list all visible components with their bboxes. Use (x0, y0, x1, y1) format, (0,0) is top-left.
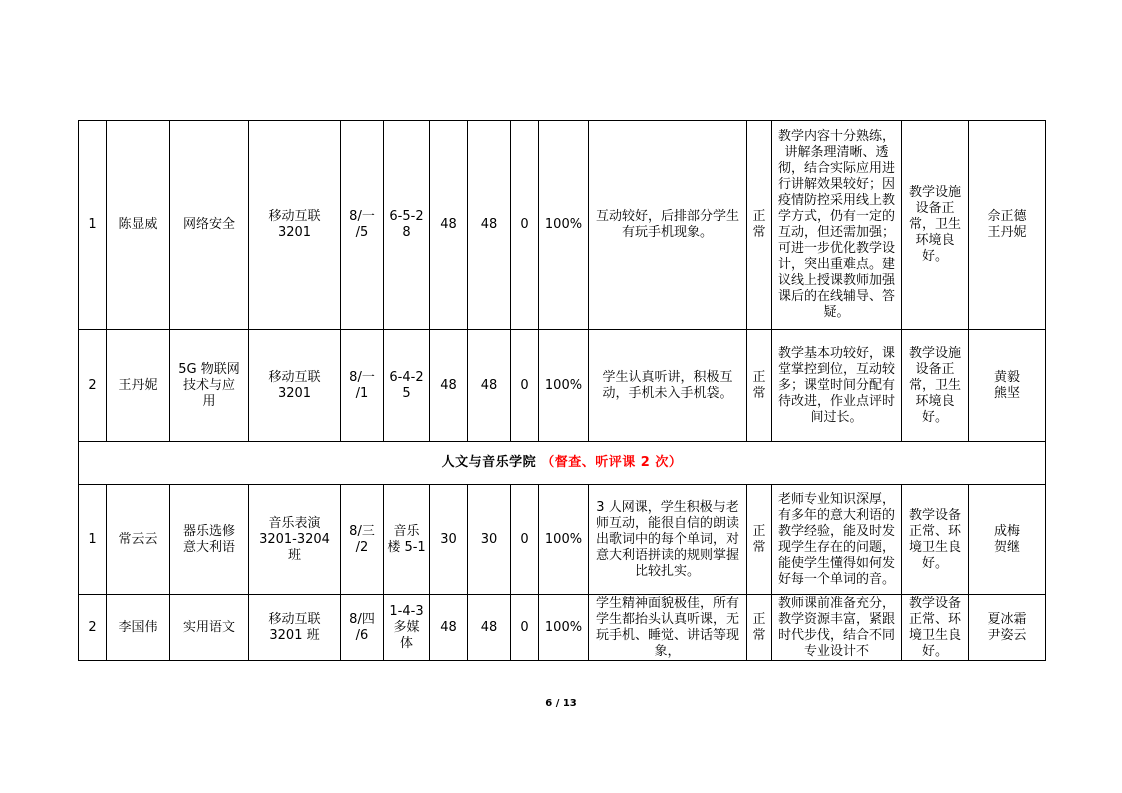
order-status: 正 常 (747, 485, 772, 595)
student-status: 3 人网课，学生积极与老师互动，能很自信的朗读出歌词中的每个单词，对意大利语拼读的规则掌握比较扎实。 (589, 485, 747, 595)
equipment-status: 教学设施设备正常，卫生环境良好。 (902, 121, 969, 330)
course-name: 网络安全 (170, 121, 249, 330)
inspectors: 成梅 贺继 (969, 485, 1046, 595)
actual-count: 48 (468, 121, 511, 330)
teaching-evaluation: 教学基本功较好，课堂掌控到位，互动较多；课堂时间分配有待改进，作业点评时间过长。 (772, 330, 902, 442)
student-status (589, 595, 747, 661)
attendance-rate: 100% (539, 485, 589, 595)
section-title: 人文与音乐学院 (441, 455, 537, 470)
expected-count: 48 (430, 595, 468, 661)
order-status: 正 常 (747, 121, 772, 330)
location: 6-5-2 8 (384, 121, 430, 330)
section-header (79, 442, 1046, 485)
actual-count: 30 (468, 485, 511, 595)
course-name: 器乐选修 意大利语 (170, 485, 249, 595)
section-note: （督查、听评课 2 次） (541, 455, 683, 470)
week-day-period: 8/四 /6 (341, 595, 384, 661)
class-name: 移动互联 3201 班 (249, 595, 341, 661)
class-name: 移动互联 3201 (249, 121, 341, 330)
row-number: 2 (79, 595, 107, 661)
equipment-status: 教学设备正常、环境卫生良好。 (902, 485, 969, 595)
class-name: 音乐表演 3201-3204 班 (249, 485, 341, 595)
table-row (79, 595, 1046, 661)
teacher-name: 王丹妮 (107, 330, 170, 442)
location: 1-4-3 多媒 体 (384, 595, 430, 661)
location: 音乐 楼 5-1 (384, 485, 430, 595)
page-number: 6 / 13 (545, 698, 577, 709)
row-number: 1 (79, 121, 107, 330)
course-name: 5G 物联网 技术与应 用 (170, 330, 249, 442)
inspectors: 佘正德 王丹妮 (969, 121, 1046, 330)
teaching-evaluation: 老师专业知识深厚，有多年的意大利语的教学经验，能及时发现学生存在的问题，能使学生懂得如何发好每一个单词的音。 (772, 485, 902, 595)
teacher-name: 李国伟 (107, 595, 170, 661)
table-row (79, 330, 1046, 442)
week-day-period: 8/一 /5 (341, 121, 384, 330)
student-status: 学生认真听讲，积极互动，手机未入手机袋。 (589, 330, 747, 442)
absent-count: 0 (511, 485, 539, 595)
week-day-period: 8/一 /1 (341, 330, 384, 442)
order-status: 正 常 (747, 330, 772, 442)
equipment-status: 教学设备正常、环境卫生良好。 (902, 595, 969, 661)
row-number: 1 (79, 485, 107, 595)
attendance-rate: 100% (539, 330, 589, 442)
equipment-status: 教学设施设备正常，卫生环境良好。 (902, 330, 969, 442)
teacher-name: 常云云 (107, 485, 170, 595)
student-status: 互动较好，后排部分学生有玩手机现象。 (589, 121, 747, 330)
row-number: 2 (79, 330, 107, 442)
class-name: 移动互联 3201 (249, 330, 341, 442)
order-status: 正 常 (747, 595, 772, 661)
inspection-table (78, 120, 1046, 661)
absent-count: 0 (511, 121, 539, 330)
course-name: 实用语文 (170, 595, 249, 661)
student-status-text: 学生精神面貌极佳，所有学生都抬头认真听课，无玩手机、睡觉、讲话等现象， (595, 595, 739, 659)
actual-count: 48 (468, 330, 511, 442)
teacher-name: 陈显威 (107, 121, 170, 330)
teaching-evaluation-text: 教师课前准备充分，教学资源丰富，紧跟时代步伐，结合不同专业设计不 (777, 595, 895, 659)
table-row (79, 485, 1046, 595)
absent-count: 0 (511, 330, 539, 442)
actual-count: 48 (468, 595, 511, 661)
location: 6-4-2 5 (384, 330, 430, 442)
teaching-evaluation: 教学内容十分熟练，讲解条理清晰、透彻，结合实际应用进行讲解效果较好；因疫情防控采用线上教学方式，仍有一定的互动，但还需加强；可进一步优化教学设计，突出重难点。建议线上授课教师加强课后的在线辅导、答疑。 (772, 121, 902, 330)
table-row (79, 121, 1046, 330)
teaching-evaluation (772, 595, 902, 661)
inspectors: 黄毅 熊坚 (969, 330, 1046, 442)
absent-count: 0 (511, 595, 539, 661)
expected-count: 48 (430, 330, 468, 442)
expected-count: 48 (430, 121, 468, 330)
inspectors: 夏冰霜 尹姿云 (969, 595, 1046, 661)
week-day-period: 8/三 /2 (341, 485, 384, 595)
attendance-rate: 100% (539, 595, 589, 661)
attendance-rate: 100% (539, 121, 589, 330)
expected-count: 30 (430, 485, 468, 595)
section-row (79, 442, 1046, 485)
